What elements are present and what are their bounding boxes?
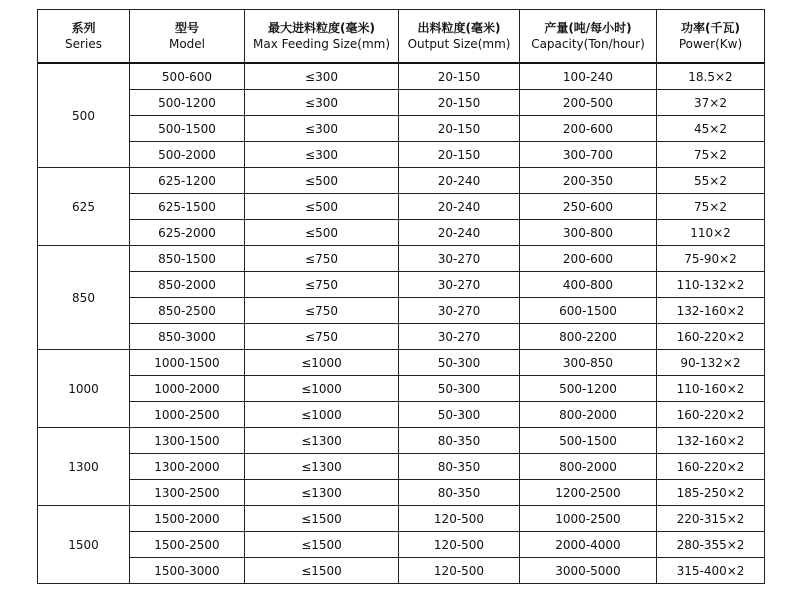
max-feeding-size-cell: ≤750	[245, 272, 399, 298]
output-size-cell: 30-270	[399, 246, 520, 272]
model-cell: 1300-2500	[130, 480, 245, 506]
power-cell: 160-220×2	[657, 454, 765, 480]
output-size-cell: 30-270	[399, 298, 520, 324]
output-size-cell: 120-500	[399, 506, 520, 532]
power-cell: 185-250×2	[657, 480, 765, 506]
model-cell: 500-2000	[130, 142, 245, 168]
power-cell: 90-132×2	[657, 350, 765, 376]
output-size-cell: 20-150	[399, 63, 520, 90]
capacity-cell: 800-2000	[520, 402, 657, 428]
table-row	[38, 454, 765, 480]
table-row	[38, 506, 765, 532]
model-cell: 850-1500	[130, 246, 245, 272]
capacity-cell: 250-600	[520, 194, 657, 220]
model-cell: 625-2000	[130, 220, 245, 246]
capacity-cell: 800-2000	[520, 454, 657, 480]
header-capacity	[520, 10, 657, 64]
power-cell: 315-400×2	[657, 558, 765, 584]
output-size-cell: 20-150	[399, 142, 520, 168]
header-en: Power(Kw)	[678, 37, 743, 51]
power-cell: 132-160×2	[657, 298, 765, 324]
header-series	[38, 10, 130, 64]
capacity-cell: 500-1200	[520, 376, 657, 402]
output-size-cell: 20-150	[399, 90, 520, 116]
capacity-cell: 500-1500	[520, 428, 657, 454]
header-zh: 功率(千瓦)	[681, 21, 740, 35]
max-feeding-size-cell: ≤1500	[245, 532, 399, 558]
output-size-cell: 80-350	[399, 428, 520, 454]
model-cell: 850-3000	[130, 324, 245, 350]
spec-table	[37, 9, 765, 584]
power-cell: 132-160×2	[657, 428, 765, 454]
output-size-cell: 50-300	[399, 350, 520, 376]
output-size-cell: 50-300	[399, 402, 520, 428]
output-size-cell: 120-500	[399, 532, 520, 558]
table-row	[38, 63, 765, 90]
max-feeding-size-cell: ≤500	[245, 220, 399, 246]
output-size-cell: 20-240	[399, 220, 520, 246]
series-cell: 625	[38, 168, 130, 246]
output-size-cell: 30-270	[399, 324, 520, 350]
model-cell: 850-2000	[130, 272, 245, 298]
model-cell: 850-2500	[130, 298, 245, 324]
output-size-cell: 80-350	[399, 480, 520, 506]
capacity-cell: 400-800	[520, 272, 657, 298]
table-row	[38, 272, 765, 298]
capacity-cell: 300-850	[520, 350, 657, 376]
header-zh: 型号	[174, 21, 199, 35]
model-cell: 1500-3000	[130, 558, 245, 584]
max-feeding-size-cell: ≤1000	[245, 402, 399, 428]
table-row	[38, 116, 765, 142]
table-row	[38, 428, 765, 454]
power-cell: 110-160×2	[657, 376, 765, 402]
output-size-cell: 20-240	[399, 168, 520, 194]
max-feeding-size-cell: ≤1300	[245, 428, 399, 454]
capacity-cell: 300-700	[520, 142, 657, 168]
output-size-cell: 50-300	[399, 376, 520, 402]
capacity-cell: 100-240	[520, 63, 657, 90]
table-row	[38, 168, 765, 194]
power-cell: 75×2	[657, 194, 765, 220]
header-en: Max Feeding Size(mm)	[253, 37, 390, 51]
model-cell: 625-1500	[130, 194, 245, 220]
max-feeding-size-cell: ≤300	[245, 90, 399, 116]
capacity-cell: 200-350	[520, 168, 657, 194]
model-cell: 1000-2500	[130, 402, 245, 428]
table-row	[38, 90, 765, 116]
table-row	[38, 324, 765, 350]
capacity-cell: 3000-5000	[520, 558, 657, 584]
capacity-cell: 200-500	[520, 90, 657, 116]
power-cell: 75-90×2	[657, 246, 765, 272]
header-en: Output Size(mm)	[407, 37, 511, 51]
max-feeding-size-cell: ≤750	[245, 324, 399, 350]
header-en: Series	[65, 37, 102, 51]
header-zh: 出料粒度(毫米)	[417, 21, 501, 35]
power-cell: 18.5×2	[657, 63, 765, 90]
capacity-cell: 2000-4000	[520, 532, 657, 558]
max-feeding-size-cell: ≤1500	[245, 558, 399, 584]
power-cell: 110-132×2	[657, 272, 765, 298]
power-cell: 37×2	[657, 90, 765, 116]
model-cell: 1500-2000	[130, 506, 245, 532]
header-zh: 最大进料粒度(毫米)	[268, 21, 375, 35]
model-cell: 1000-1500	[130, 350, 245, 376]
model-cell: 1000-2000	[130, 376, 245, 402]
power-cell: 220-315×2	[657, 506, 765, 532]
output-size-cell: 120-500	[399, 558, 520, 584]
table-row	[38, 220, 765, 246]
max-feeding-size-cell: ≤500	[245, 168, 399, 194]
table-row	[38, 142, 765, 168]
header-model	[130, 10, 245, 64]
output-size-cell: 30-270	[399, 272, 520, 298]
table-row	[38, 194, 765, 220]
max-feeding-size-cell: ≤1000	[245, 376, 399, 402]
table-header	[38, 10, 765, 64]
model-cell: 500-1200	[130, 90, 245, 116]
capacity-cell: 300-800	[520, 220, 657, 246]
max-feeding-size-cell: ≤750	[245, 246, 399, 272]
table-row	[38, 558, 765, 584]
max-feeding-size-cell: ≤1300	[245, 454, 399, 480]
max-feeding-size-cell: ≤1300	[245, 480, 399, 506]
table-row	[38, 376, 765, 402]
max-feeding-size-cell: ≤500	[245, 194, 399, 220]
max-feeding-size-cell: ≤300	[245, 116, 399, 142]
max-feeding-size-cell: ≤1500	[245, 506, 399, 532]
output-size-cell: 20-150	[399, 116, 520, 142]
power-cell: 55×2	[657, 168, 765, 194]
model-cell: 1500-2500	[130, 532, 245, 558]
power-cell: 280-355×2	[657, 532, 765, 558]
series-cell: 850	[38, 246, 130, 350]
series-cell: 1300	[38, 428, 130, 506]
capacity-cell: 1000-2500	[520, 506, 657, 532]
max-feeding-size-cell: ≤1000	[245, 350, 399, 376]
capacity-cell: 600-1500	[520, 298, 657, 324]
power-cell: 45×2	[657, 116, 765, 142]
series-cell: 1000	[38, 350, 130, 428]
power-cell: 160-220×2	[657, 324, 765, 350]
capacity-cell: 200-600	[520, 246, 657, 272]
max-feeding-size-cell: ≤300	[245, 142, 399, 168]
model-cell: 625-1200	[130, 168, 245, 194]
series-cell: 1500	[38, 506, 130, 584]
header-zh: 产量(吨/每小时)	[544, 21, 632, 35]
header-zh: 系列	[71, 21, 96, 35]
output-size-cell: 20-240	[399, 194, 520, 220]
max-feeding-size-cell: ≤750	[245, 298, 399, 324]
table-body	[38, 63, 765, 584]
capacity-cell: 800-2200	[520, 324, 657, 350]
capacity-cell: 200-600	[520, 116, 657, 142]
series-cell: 500	[38, 63, 130, 168]
max-feeding-size-cell: ≤300	[245, 63, 399, 90]
table-row	[38, 402, 765, 428]
table-row	[38, 532, 765, 558]
table-row	[38, 246, 765, 272]
power-cell: 75×2	[657, 142, 765, 168]
model-cell: 500-600	[130, 63, 245, 90]
header-output-size	[399, 10, 520, 64]
header-max-feeding-size	[245, 10, 399, 64]
output-size-cell: 80-350	[399, 454, 520, 480]
model-cell: 500-1500	[130, 116, 245, 142]
header-en: Model	[168, 37, 206, 51]
table-row	[38, 350, 765, 376]
capacity-cell: 1200-2500	[520, 480, 657, 506]
table-row	[38, 298, 765, 324]
model-cell: 1300-2000	[130, 454, 245, 480]
power-cell: 160-220×2	[657, 402, 765, 428]
header-power	[657, 10, 765, 64]
header-en: Capacity(Ton/hour)	[531, 37, 645, 51]
power-cell: 110×2	[657, 220, 765, 246]
table-row	[38, 480, 765, 506]
model-cell: 1300-1500	[130, 428, 245, 454]
